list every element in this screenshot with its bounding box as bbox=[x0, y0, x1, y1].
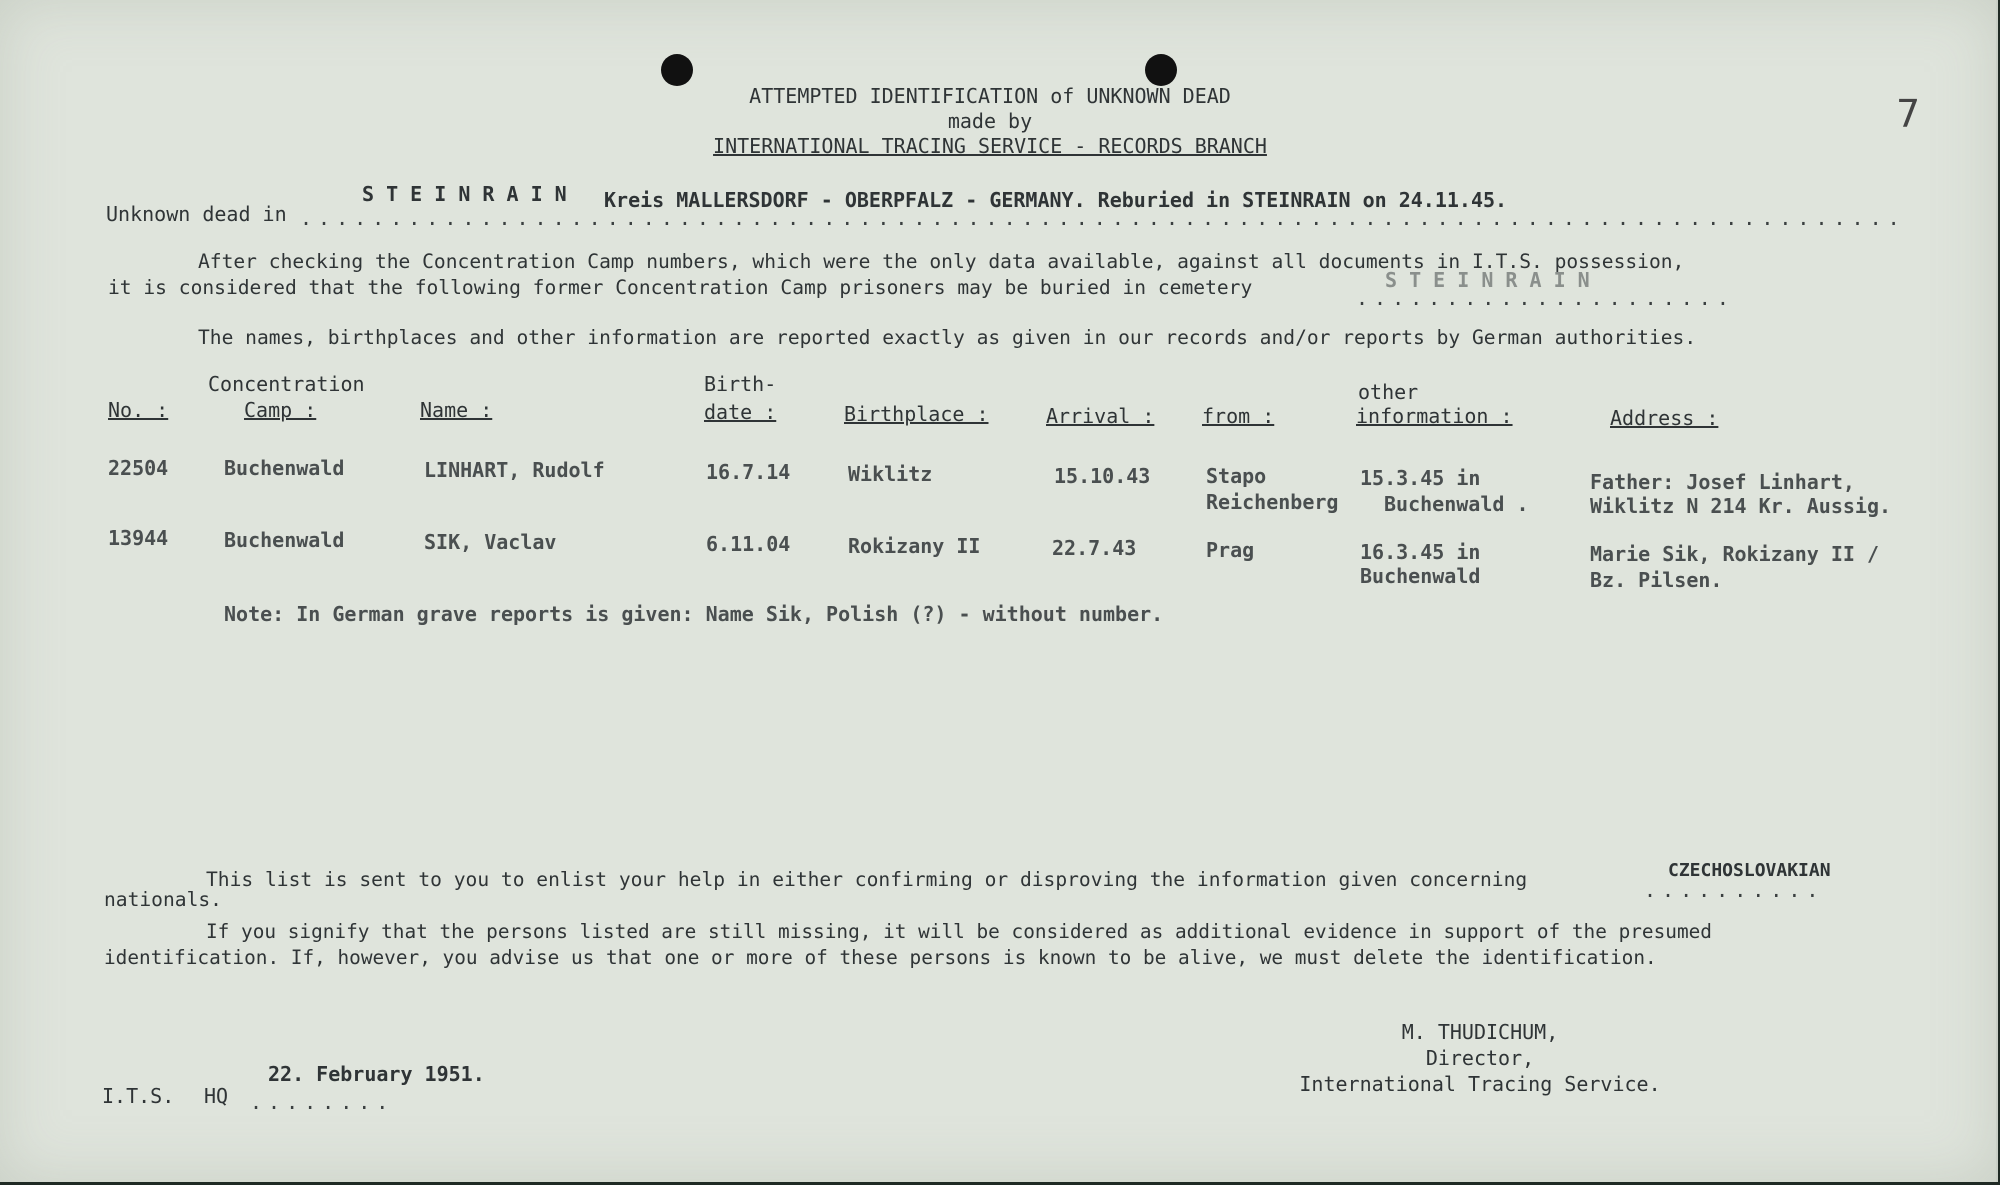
signature-org: International Tracing Service. bbox=[1299, 1072, 1661, 1096]
row1-other-2: Buchenwald . bbox=[1384, 492, 1529, 516]
dot-leader: ......................................................................................... bbox=[300, 206, 1906, 230]
row1-address-2: Wiklitz N 214 Kr. Aussig. bbox=[1590, 494, 1892, 518]
row2-other-1: 16.3.45 in bbox=[1360, 540, 1481, 564]
punch-hole-left bbox=[661, 54, 693, 86]
header-arrival: Arrival : bbox=[1046, 404, 1155, 428]
intro-line-2: it is considered that the following former Concentration Camp prisoners may be buried in cemetery bbox=[108, 276, 1253, 299]
row1-camp: Buchenwald bbox=[224, 456, 345, 480]
intro-line-3: The names, birthplaces and other information are reported exactly as given in our records and/or reports by German authorities. bbox=[198, 326, 1697, 349]
closing-nationality: CZECHOSLOVAKIAN bbox=[1668, 860, 1831, 881]
header-birth-top: Birth- bbox=[704, 372, 777, 396]
intro-line-1: After checking the Concentration Camp numbers, which were the only data available, against all documents in I.T.S. possession, bbox=[198, 250, 1685, 273]
page-number: 7 bbox=[1896, 92, 1921, 136]
row2-birthplace: Rokizany II bbox=[848, 534, 981, 558]
signature-name: M. THUDICHUM, bbox=[1401, 1020, 1559, 1044]
row2-birthdate: 6.11.04 bbox=[706, 532, 791, 556]
footer-date: 22. February 1951. bbox=[268, 1062, 485, 1086]
row2-from-1: Prag bbox=[1206, 538, 1255, 562]
closing-p1-line-1: This list is sent to you to enlist your help in either confirming or disproving the information given concerning bbox=[206, 868, 1528, 891]
header-address: Address : bbox=[1610, 406, 1719, 430]
row1-from-2: Reichenberg bbox=[1206, 490, 1339, 514]
intro-cemetery: S T E I N R A I N bbox=[1385, 268, 1590, 292]
table-note: Note: In German grave reports is given: Name Sik, Polish (?) - without number. bbox=[224, 602, 1164, 626]
row2-name: SIK, Vaclav bbox=[424, 530, 557, 554]
title-line-3: INTERNATIONAL TRACING SERVICE - RECORDS BRANCH bbox=[713, 134, 1267, 158]
closing-p2-line-1: If you signify that the persons listed are still missing, it will be considered as additional evidence in support of the presumed bbox=[206, 920, 1712, 943]
dot-leader: .......... bbox=[1644, 878, 1825, 902]
row2-address-1: Marie Sik, Rokizany II / bbox=[1590, 542, 1879, 566]
unknown-dead-details: Kreis MALLERSDORF - OBERPFALZ - GERMANY. Reburied in STEINRAIN on 24.11.45. bbox=[604, 188, 1508, 212]
signature-title: Director, bbox=[1425, 1046, 1535, 1070]
closing-p1-line-2: nationals. bbox=[104, 888, 222, 911]
closing-p2-line-2: identification. If, however, you advise us that one or more of these persons is known to be alive, we must delete the identification. bbox=[104, 946, 1657, 969]
row1-address-1: Father: Josef Linhart, bbox=[1590, 470, 1855, 494]
title-line-2: made by bbox=[947, 109, 1033, 133]
row2-other-2: Buchenwald bbox=[1360, 564, 1481, 588]
dot-leader: ..................... bbox=[1356, 286, 1735, 310]
footer-its: I.T.S. bbox=[102, 1084, 175, 1108]
row2-camp: Buchenwald bbox=[224, 528, 345, 552]
header-name: Name : bbox=[420, 398, 493, 422]
title-line-1: ATTEMPTED IDENTIFICATION of UNKNOWN DEAD bbox=[749, 84, 1231, 108]
punch-hole-right bbox=[1145, 54, 1177, 86]
header-camp-top: Concentration bbox=[208, 372, 365, 396]
dot-leader: ........ bbox=[250, 1090, 395, 1114]
row2-arrival: 22.7.43 bbox=[1052, 536, 1137, 560]
row1-from-1: Stapo bbox=[1206, 464, 1267, 488]
row1-arrival: 15.10.43 bbox=[1054, 464, 1151, 488]
header-camp: Camp : bbox=[244, 398, 317, 422]
row1-no: 22504 bbox=[108, 456, 169, 480]
row2-address-2: Bz. Pilsen. bbox=[1590, 568, 1723, 592]
unknown-dead-place: S T E I N R A I N bbox=[362, 182, 567, 206]
header-other-top: other bbox=[1358, 380, 1419, 404]
unknown-dead-label: Unknown dead in bbox=[106, 202, 287, 226]
row1-birthplace: Wiklitz bbox=[848, 462, 933, 486]
row2-no: 13944 bbox=[108, 526, 169, 550]
row1-birthdate: 16.7.14 bbox=[706, 460, 791, 484]
footer-hq: HQ bbox=[204, 1084, 229, 1108]
row1-name: LINHART, Rudolf bbox=[424, 458, 605, 482]
header-birthplace: Birthplace : bbox=[844, 402, 989, 426]
header-birthdate: date : bbox=[704, 400, 777, 424]
header-other: information : bbox=[1356, 404, 1513, 428]
row1-other-1: 15.3.45 in bbox=[1360, 466, 1481, 490]
header-no: No. : bbox=[108, 398, 169, 422]
header-from: from : bbox=[1202, 404, 1275, 428]
